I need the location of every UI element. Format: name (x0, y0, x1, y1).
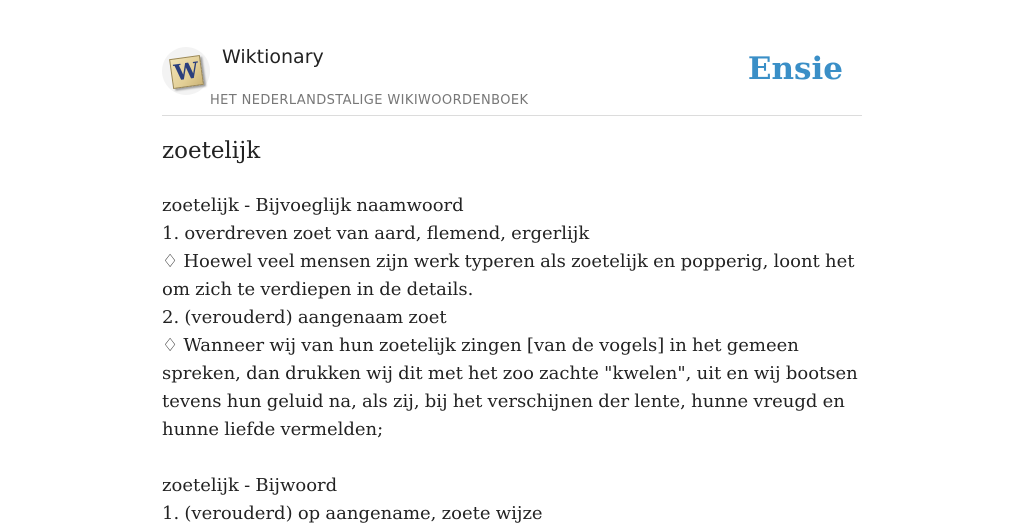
site-name-link[interactable]: Wiktionary (222, 46, 324, 68)
ensie-brand-link[interactable]: Ensie (747, 51, 843, 87)
entry-title: zoetelijk (162, 138, 261, 164)
logo-tile: W (169, 55, 204, 89)
site-header (162, 40, 862, 116)
section-heading: zoetelijk - Bijwoord (162, 475, 338, 496)
section-heading: zoetelijk - Bijvoeglijk naamwoord (162, 195, 464, 216)
site-tagline: HET NEDERLANDSTALIGE WIKIWOORDENBOEK (210, 93, 529, 108)
section-adverb (162, 472, 862, 528)
section-spacer (162, 444, 862, 472)
example-line: ♢ Wanneer wij van hun zoetelijk zingen [van de vogels] in het gemeen spreken, dan drukken wij dit met het zoo zachte "kwelen", uit en wij bootsen tevens hun geluid na, als zij, bij het verschijnen der lente, hunne vreugd en hunne liefde vermelden; (162, 335, 858, 440)
definition-line: 1. overdreven zoet van aard, flemend, ergerlijk (162, 223, 590, 244)
definition-line: 2. (verouderd) aangenaam zoet (162, 307, 447, 328)
entry-content (162, 192, 862, 528)
example-line: ♢ Hoewel veel mensen zijn werk typeren als zoetelijk en popperig, loont het om zich te verdiepen in de details. (162, 251, 855, 300)
section-adjective (162, 192, 862, 444)
wiktionary-logo-icon[interactable] (162, 47, 210, 95)
definition-line: 1. (verouderd) op aangename, zoete wijze (162, 503, 543, 524)
